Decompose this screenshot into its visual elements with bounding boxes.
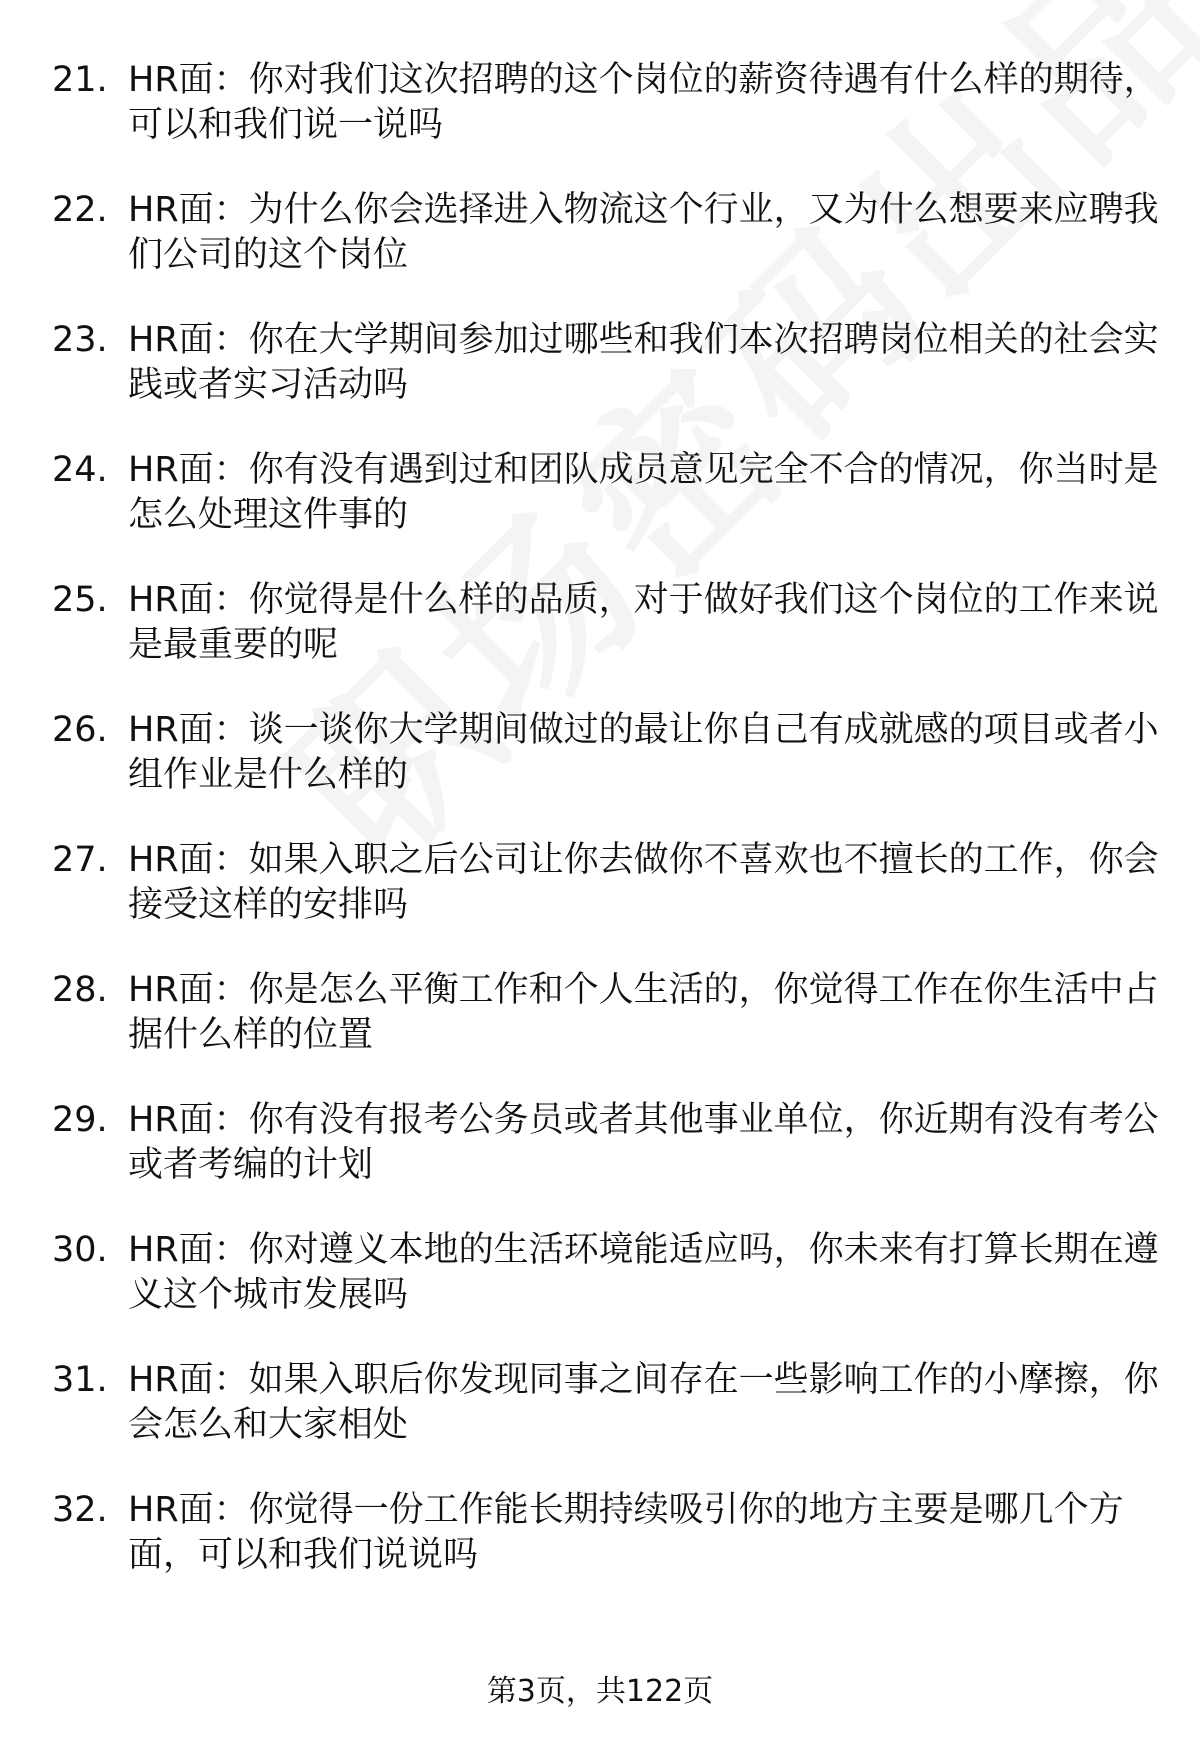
question-item — [0, 1358, 1200, 1488]
question-number: 25. — [52, 580, 108, 620]
question-item — [0, 1098, 1200, 1228]
question-text: HR面：你有没有报考公务员或者其他事业单位，你近期有没有考公或者考编的计划 — [128, 1100, 1159, 1185]
page-footer: 第3页，共122页 — [486, 1674, 714, 1709]
question-text: HR面：如果入职之后公司让你去做你不喜欢也不擅长的工作，你会接受这样的安排吗 — [128, 840, 1159, 925]
question-number: 29. — [52, 1100, 108, 1140]
question-number: 21. — [52, 60, 108, 100]
question-text: HR面：你觉得一份工作能长期持续吸引你的地方主要是哪几个方面，可以和我们说说吗 — [128, 1490, 1124, 1575]
question-text: HR面：你在大学期间参加过哪些和我们本次招聘岗位相关的社会实践或者实习活动吗 — [128, 320, 1159, 405]
question-number: 23. — [52, 320, 108, 360]
question-text: HR面：你对我们这次招聘的这个岗位的薪资待遇有什么样的期待，可以和我们说一说吗 — [128, 60, 1159, 145]
question-number: 24. — [52, 450, 108, 490]
question-item — [0, 188, 1200, 318]
question-item — [0, 968, 1200, 1098]
question-text: HR面：谈一谈你大学期间做过的最让你自己有成就感的项目或者小组作业是什么样的 — [128, 710, 1159, 795]
question-number: 30. — [52, 1230, 108, 1270]
question-item — [0, 578, 1200, 708]
question-item — [0, 58, 1200, 188]
question-number: 31. — [52, 1360, 108, 1400]
question-text: HR面：你有没有遇到过和团队成员意见完全不合的情况，你当时是怎么处理这件事的 — [128, 450, 1159, 535]
question-number: 28. — [52, 970, 108, 1010]
question-item — [0, 1228, 1200, 1358]
question-text: HR面：你觉得是什么样的品质，对于做好我们这个岗位的工作来说是最重要的呢 — [128, 580, 1159, 665]
question-number: 22. — [52, 190, 108, 230]
question-item — [0, 318, 1200, 448]
question-text: HR面：如果入职后你发现同事之间存在一些影响工作的小摩擦，你会怎么和大家相处 — [128, 1360, 1159, 1445]
question-list — [0, 58, 1200, 1618]
question-number: 32. — [52, 1490, 108, 1530]
question-number: 27. — [52, 840, 108, 880]
question-item — [0, 838, 1200, 968]
question-text: HR面：为什么你会选择进入物流这个行业，又为什么想要来应聘我们公司的这个岗位 — [128, 190, 1159, 275]
question-item — [0, 708, 1200, 838]
question-text: HR面：你对遵义本地的生活环境能适应吗，你未来有打算长期在遵义这个城市发展吗 — [128, 1230, 1159, 1315]
question-text: HR面：你是怎么平衡工作和个人生活的，你觉得工作在你生活中占据什么样的位置 — [128, 970, 1159, 1055]
question-item — [0, 1488, 1200, 1618]
question-number: 26. — [52, 710, 108, 750]
question-item — [0, 448, 1200, 578]
